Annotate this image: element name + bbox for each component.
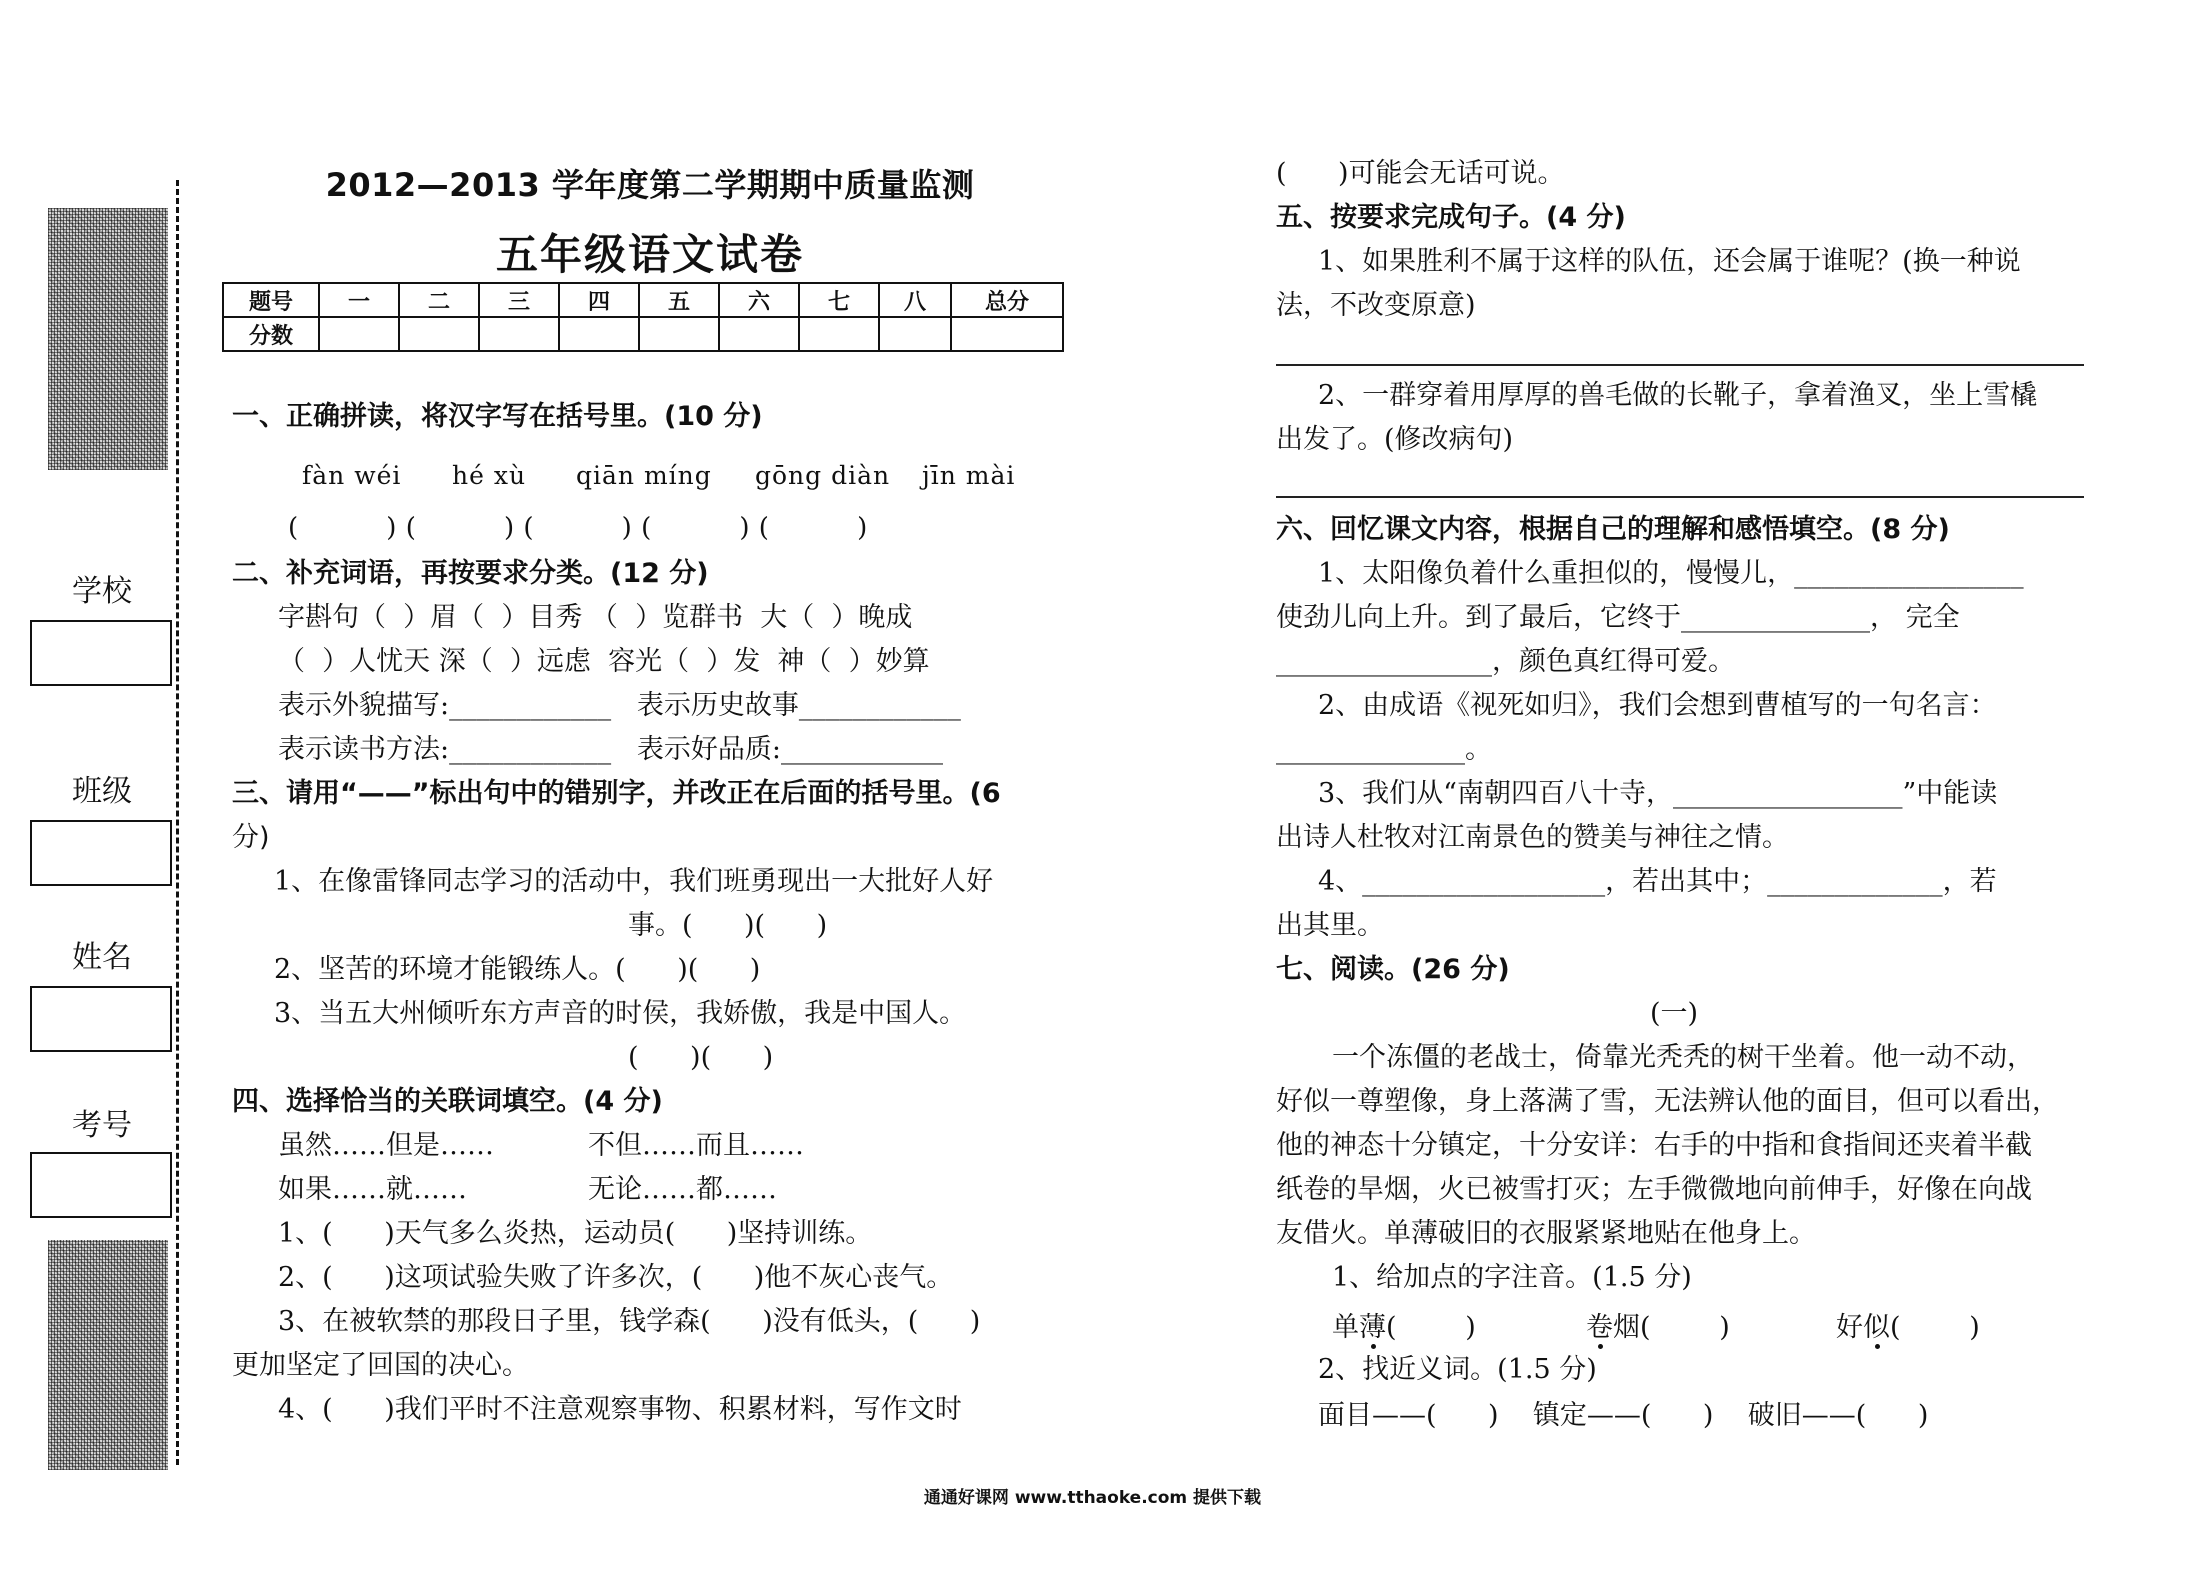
reading-question-1: 1、给加点的字注音。(1.5 分)	[1332, 1262, 1692, 1293]
school-label: 学校	[72, 574, 132, 609]
binding-hatch-top	[48, 208, 168, 470]
answer-bracket: ( )	[1386, 1312, 1476, 1343]
conjunction-question-1: 1、( )天气多么炎热，运动员( )坚持训练。	[278, 1218, 873, 1249]
exam-title: 2012—2013 学年度第二学期期中质量监测	[325, 166, 975, 204]
class-field[interactable]	[30, 820, 172, 886]
conjunction-option-3: 如果……就……	[278, 1174, 467, 1205]
answer-brackets: ( ) ( ) ( ) ( ) ( )	[288, 513, 868, 543]
conjunction-question-2: 2、( )这项试验失败了许多次，( )他不灰心丧气。	[278, 1262, 954, 1293]
conjunction-question-3-cont: 更加坚定了回国的决心。	[232, 1350, 529, 1381]
sentence-question-1-cont: 法，不改变原意)	[1276, 290, 1476, 321]
pinyin-1: fàn wéi	[302, 461, 402, 490]
school-field[interactable]	[30, 620, 172, 686]
pinyin-2: hé xù	[452, 461, 527, 490]
section-2-heading: 二、补充词语，再按要求分类。(12 分)	[232, 558, 709, 589]
exam-number-field[interactable]	[30, 1152, 172, 1218]
recall-question-1: 1、太阳像负着什么重担似的，慢慢儿，_________________	[1318, 558, 2024, 589]
answer-line[interactable]	[1276, 364, 2084, 366]
score-cell[interactable]	[639, 317, 719, 351]
section-3-heading-cont: 分)	[232, 822, 270, 853]
table-cell: 题号	[223, 283, 319, 317]
table-cell: 六	[719, 283, 799, 317]
typo-question-1-cont: 事。( )( )	[628, 910, 828, 941]
typo-question-3-cont: ( )( )	[628, 1042, 774, 1073]
name-field[interactable]	[30, 986, 172, 1052]
synonym-line: 面目——( ) 镇定——( ) 破旧——( )	[1318, 1400, 1929, 1431]
conjunction-option-2: 不但……而且……	[588, 1130, 804, 1161]
answer-line[interactable]	[1276, 496, 2084, 498]
score-cell[interactable]	[951, 317, 1063, 351]
reading-passage-line: 纸卷的旱烟，火已被雪打灭；左手微微地向前伸手，好像在向战	[1276, 1174, 2032, 1205]
section-5-heading: 五、按要求完成句子。(4 分)	[1276, 202, 1626, 233]
recall-question-4: 4、__________________，若出其中；_____________，若	[1318, 866, 1997, 897]
recall-question-2: 2、由成语《视死如归》，我们会想到曹植写的一句名言：	[1318, 690, 1997, 721]
phonetic-item-3	[1836, 1310, 1980, 1346]
reading-passage-line: 好似一尊塑像，身上落满了雪，无法辨认他的面目，但可以看出，	[1276, 1086, 2059, 1117]
phonetic-item-2	[1586, 1310, 1730, 1346]
binding-cut-line	[176, 180, 179, 1465]
score-table-header-row	[223, 283, 1063, 317]
exam-subtitle: 五年级语文试卷	[495, 230, 804, 279]
word-char: 烟	[1613, 1312, 1640, 1343]
table-cell: 五	[639, 283, 719, 317]
phonetic-item-1	[1332, 1310, 1476, 1346]
idiom-line-2: （ ）人忧天 深（ ）远虑 容光（ ）发 神（ ）妙算	[278, 646, 930, 677]
pinyin-3: qiān míng	[576, 461, 712, 490]
dotted-char: 卷	[1586, 1312, 1613, 1343]
score-cell[interactable]	[319, 317, 399, 351]
binding-hatch-bottom	[48, 1240, 168, 1470]
idiom-line-1: 字斟句（ ）眉（ ）目秀 （ ）览群书 大（ ）晚成	[278, 602, 913, 633]
answer-bracket: ( )	[1890, 1312, 1980, 1343]
conjunction-option-4: 无论……都……	[588, 1174, 777, 1205]
section-3-heading: 三、请用“——”标出句中的错别字，并改正在后面的括号里。(6	[232, 778, 1001, 809]
table-cell: 三	[479, 283, 559, 317]
dotted-char: 似	[1863, 1312, 1890, 1343]
recall-question-2-cont: ______________。	[1276, 734, 1492, 765]
reading-part-label: (一)	[1650, 998, 1699, 1029]
recall-question-3: 3、我们从“南朝四百八十寺，_________________”中能读	[1318, 778, 1998, 809]
table-cell: 八	[879, 283, 951, 317]
word-char: 好	[1836, 1312, 1863, 1343]
typo-question-3: 3、当五大州倾听东方声音的时侯，我娇傲，我是中国人。	[274, 998, 967, 1029]
classify-line-1: 表示外貌描写:____________ 表示历史故事____________	[278, 690, 961, 721]
recall-question-3-cont: 出诗人杜牧对江南景色的赞美与神往之情。	[1276, 822, 1789, 853]
exam-number-label: 考号	[72, 1108, 132, 1143]
name-label: 姓名	[72, 940, 132, 975]
score-cell[interactable]	[799, 317, 879, 351]
section-4-heading: 四、选择恰当的关联词填空。(4 分)	[232, 1086, 663, 1117]
recall-question-4-cont: 出其里。	[1276, 910, 1384, 941]
table-cell: 四	[559, 283, 639, 317]
class-label: 班级	[72, 774, 132, 809]
sentence-question-1: 1、如果胜利不属于这样的队伍，还会属于谁呢？(换一种说	[1318, 246, 2021, 277]
table-cell: 总分	[951, 283, 1063, 317]
continued-line: ( )可能会无话可说。	[1276, 158, 1565, 189]
typo-question-1: 1、在像雷锋同志学习的活动中，我们班勇现出一大批好人好	[274, 866, 994, 897]
typo-question-2: 2、坚苦的环境才能锻练人。( )( )	[274, 954, 761, 985]
recall-question-1-cont: 使劲儿向上升。到了最后，它终于______________， 完全	[1276, 602, 1960, 633]
score-table	[222, 282, 1064, 352]
sentence-question-2-cont: 出发了。(修改病句)	[1276, 424, 1514, 455]
dotted-char: 薄	[1359, 1312, 1386, 1343]
pinyin-4: gōng diàn	[755, 461, 891, 490]
conjunction-question-3: 3、在被软禁的那段日子里，钱学森( )没有低头，( )	[278, 1306, 981, 1337]
score-cell[interactable]	[879, 317, 951, 351]
answer-bracket: ( )	[1640, 1312, 1730, 1343]
reading-passage-line: 他的神态十分镇定，十分安详：右手的中指和食指间还夹着半截	[1276, 1130, 2032, 1161]
table-cell: 分数	[223, 317, 319, 351]
reading-passage-line: 一个冻僵的老战士，倚靠光秃秃的树干坐着。他一动不动，	[1332, 1042, 2034, 1073]
pinyin-5: jīn mài	[922, 461, 1016, 490]
reading-passage-line: 友借火。单薄破旧的衣服紧紧地贴在他身上。	[1276, 1218, 1816, 1249]
conjunction-option-1: 虽然……但是……	[278, 1130, 494, 1161]
score-cell[interactable]	[719, 317, 799, 351]
sentence-question-2: 2、一群穿着用厚厚的兽毛做的长靴子，拿着渔叉，坐上雪橇	[1318, 380, 2038, 411]
conjunction-question-4: 4、( )我们平时不注意观察事物、积累材料，写作文时	[278, 1394, 962, 1425]
section-1-heading: 一、正确拼读，将汉字写在括号里。(10 分)	[232, 401, 763, 432]
score-cell[interactable]	[559, 317, 639, 351]
table-cell: 七	[799, 283, 879, 317]
section-7-heading: 七、阅读。(26 分)	[1276, 954, 1510, 985]
table-cell: 二	[399, 283, 479, 317]
reading-question-2: 2、找近义词。(1.5 分)	[1318, 1354, 1597, 1385]
score-cell[interactable]	[399, 317, 479, 351]
section-6-heading: 六、回忆课文内容，根据自己的理解和感悟填空。(8 分)	[1276, 514, 1950, 545]
footer-credit: 通通好课网 www.tthaoke.com 提供下载	[923, 1488, 1262, 1508]
recall-question-1-end: ________________，颜色真红得可爱。	[1276, 646, 1735, 677]
classify-line-2: 表示读书方法:____________ 表示好品质:____________	[278, 734, 943, 765]
word-char: 单	[1332, 1312, 1359, 1343]
table-cell: 一	[319, 283, 399, 317]
score-cell[interactable]	[479, 317, 559, 351]
score-table-score-row	[223, 317, 1063, 351]
